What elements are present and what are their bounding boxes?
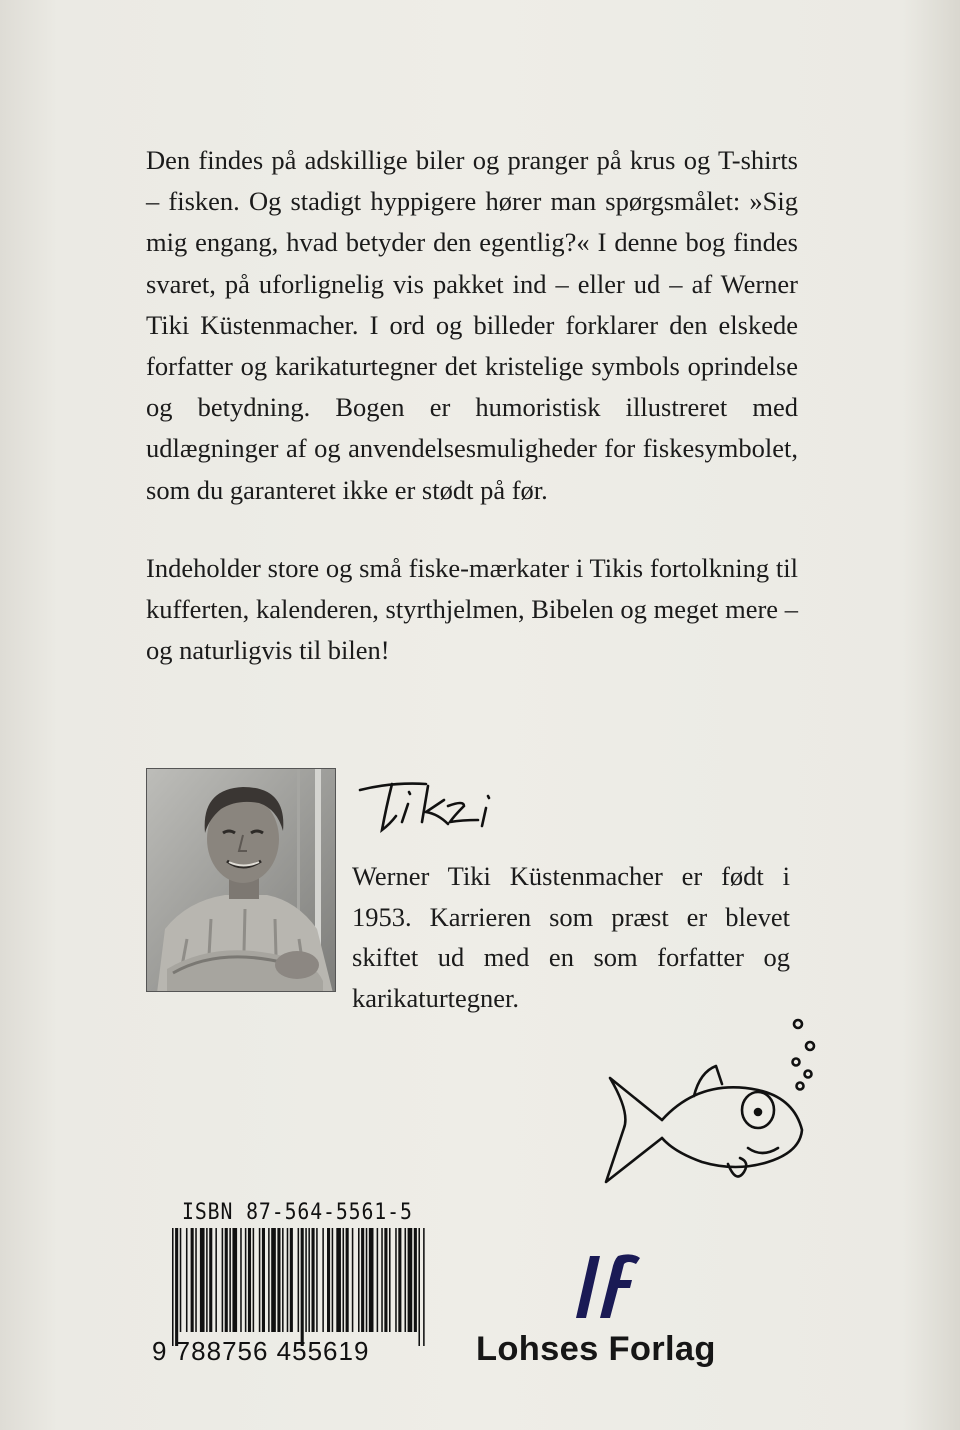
barcode-bar (232, 1228, 237, 1332)
barcode-bar (206, 1228, 208, 1332)
barcode-bar (195, 1228, 197, 1332)
barcode-bar (215, 1228, 217, 1332)
barcode-bar (322, 1228, 324, 1332)
barcode-bar (229, 1228, 231, 1332)
barcode-bar (423, 1228, 425, 1346)
barcode-bar (358, 1228, 360, 1332)
barcode-bar (366, 1228, 368, 1332)
author-signature (352, 760, 512, 840)
barcode-bar (186, 1228, 188, 1332)
barcode-bar (259, 1228, 261, 1332)
publisher-logo (566, 1252, 646, 1324)
barcode-bar (352, 1228, 354, 1332)
barcode-bar (191, 1228, 194, 1332)
barcode-bar (395, 1228, 397, 1332)
publisher-logo-icon (566, 1252, 646, 1324)
barcode-bar (287, 1228, 289, 1332)
barcode-bar (268, 1228, 270, 1332)
barcode-bar (305, 1228, 307, 1332)
blurb-paragraph-1: Den findes på adskillige biler og pranger på krus og T-shirts – fisken. Og stadigt hyppigere hører man spørgsmålet: »Sig mig engang, hvad betyder den egentlig?« I denne bog findes svaret, på uforlignelig vis pakket ind – eller ud – af Werner Tiki Küstenmacher. I ord og billeder forklarer den elskede forfatter og karikaturtegner det kristelige symbols oprindelse og betydning. Bogen er humoristisk illustreret med udlægninger af og anvendelsesmuligheder for fiskesymbolet, som du garanteret ikke er stødt på før. (146, 145, 798, 505)
isbn-label: ISBN 87-564-5561-5 (182, 1200, 413, 1225)
fish-illustration (590, 1012, 830, 1202)
author-bio: Werner Tiki Küstenmacher er født i 1953. Karrieren som præst er blevet skiftet ud med en som forfatter og karikaturtegner. (352, 861, 790, 1013)
barcode-bar (209, 1228, 212, 1332)
barcode-bar (377, 1228, 379, 1332)
barcode-bar (346, 1228, 349, 1332)
fish-icon (590, 1012, 830, 1202)
barcode-bar (327, 1228, 330, 1332)
barcode-bar (271, 1228, 276, 1332)
barcode-bar (408, 1228, 413, 1332)
barcode-bar (384, 1228, 387, 1332)
barcode-bar (240, 1228, 242, 1332)
barcode-bar (361, 1228, 364, 1332)
barcode-bar (316, 1228, 318, 1332)
blurb-text (146, 140, 798, 671)
barcode-bar (405, 1228, 407, 1332)
barcode-bar (312, 1228, 315, 1332)
barcode-bar (398, 1228, 401, 1332)
barcode-bar (418, 1228, 420, 1346)
barcode-bar (253, 1228, 255, 1332)
barcode-bar (308, 1228, 310, 1332)
barcode-image (170, 1228, 426, 1350)
barcode-bar (225, 1228, 228, 1332)
barcode-bar (262, 1228, 265, 1332)
publisher-name: Lohses Forlag (476, 1330, 716, 1368)
author-photo (146, 768, 336, 992)
barcode-bar (290, 1228, 293, 1332)
barcode-bar (389, 1228, 391, 1332)
barcode-bar (332, 1228, 334, 1332)
blurb-paragraph-2: Indeholder store og små fiske-mærkater i Tikis fortolkning til kufferten, kalenderen, styrthjelmen, Bibelen og meget mere – og naturligvis til bilen! (146, 552, 798, 666)
barcode-bar (336, 1228, 341, 1332)
barcode-bar (200, 1228, 205, 1332)
barcode-bar (369, 1228, 374, 1332)
barcode-bar (282, 1228, 284, 1332)
author-portrait-image (147, 769, 336, 992)
barcode-bar (180, 1228, 182, 1332)
barcode-bar (222, 1228, 224, 1332)
signature-image (352, 760, 512, 840)
barcode-bar (175, 1228, 178, 1346)
barcode-bar (172, 1228, 174, 1346)
barcode-bar (414, 1228, 417, 1332)
barcode-digits: 9 788756 455619 (152, 1336, 370, 1366)
barcode-bar (381, 1228, 383, 1332)
barcode-bar (343, 1228, 345, 1332)
barcode-bar (301, 1228, 304, 1346)
barcode-bar (245, 1228, 247, 1332)
barcode-bar (248, 1228, 251, 1332)
barcode-bar (277, 1228, 280, 1332)
barcode-bar (298, 1228, 300, 1332)
